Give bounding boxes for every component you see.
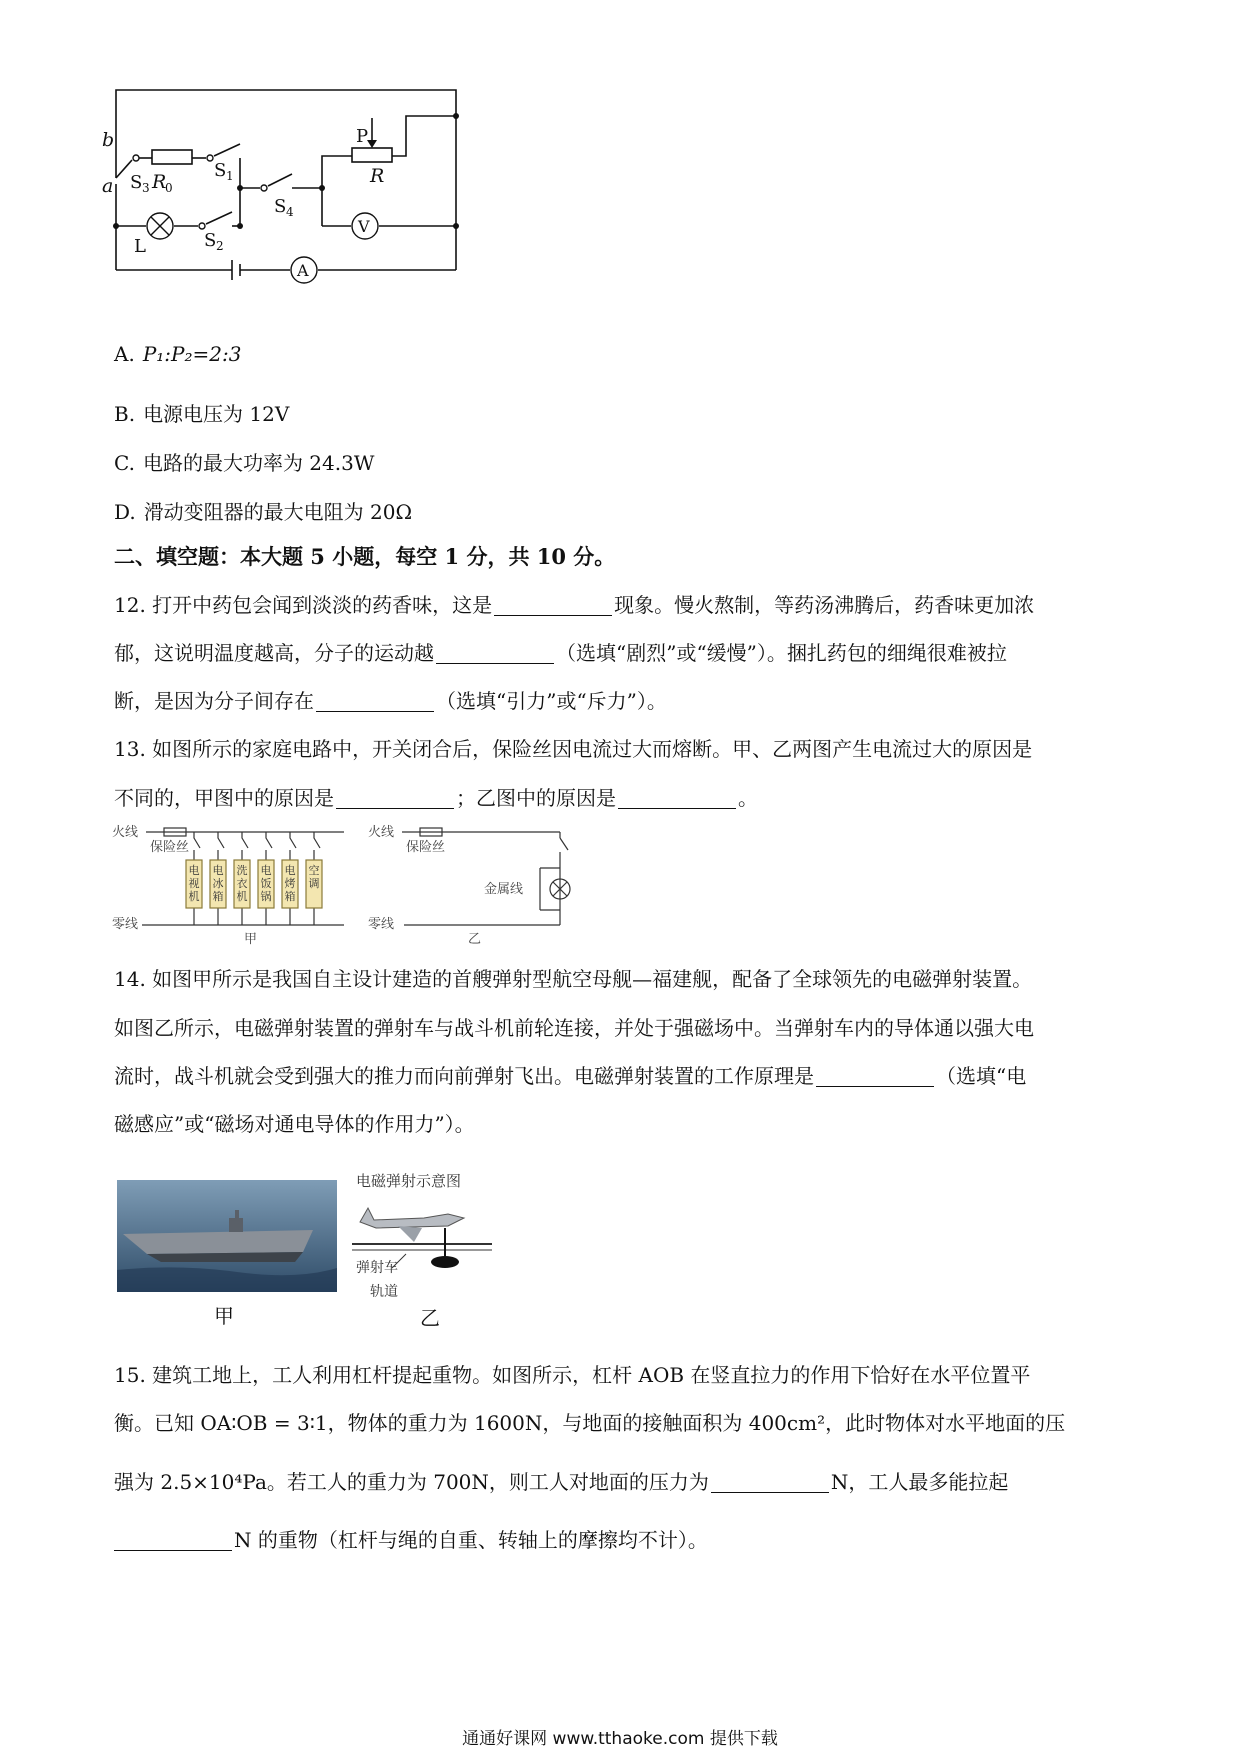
em-catapult-diagram bbox=[352, 1168, 512, 1302]
q13-line1: 13. 如图所示的家庭电路中，开关闭合后，保险丝因电流过大而熔断。甲、乙两图产生电流过大的原因是 bbox=[114, 737, 1033, 761]
circuit-diagram bbox=[100, 88, 480, 308]
q12-line1: 12. 打开中药包会闻到淡淡的药香味，这是 现象。慢火熬制，等药汤沸腾后，药香味更加浓 bbox=[114, 593, 1035, 617]
q12-line3: 断，是因为分子间存在 （选填“引力”或“斥力”）。 bbox=[114, 689, 667, 713]
answer-blank[interactable] bbox=[114, 1530, 232, 1551]
svg-text:0: 0 bbox=[165, 181, 173, 195]
live-wire-label: 火线 bbox=[112, 825, 139, 840]
metal-wire-label: 金属线 bbox=[484, 882, 524, 897]
figure-jia-label: 甲 bbox=[244, 932, 258, 947]
neutral-wire-label: 零线 bbox=[112, 917, 139, 932]
appliance-label: 电饭锅 bbox=[260, 864, 272, 903]
svg-text:3: 3 bbox=[142, 181, 150, 195]
live-wire-label: 火线 bbox=[368, 825, 395, 840]
appliance-switch bbox=[266, 832, 272, 848]
fuse-label: 保险丝 bbox=[406, 840, 446, 855]
s1-label: S bbox=[214, 160, 227, 181]
appliance-switch bbox=[242, 832, 248, 848]
q14-line4: 磁感应”或“磁场对通电导体的作用力”）。 bbox=[114, 1112, 475, 1136]
q15-line1: 15. 建筑工地上，工人利用杠杆提起重物。如图所示，杠杆 AOB 在竖直拉力的作用下恰好在水平位置平 bbox=[114, 1363, 1031, 1387]
answer-blank[interactable] bbox=[336, 788, 454, 809]
r0-label: R bbox=[152, 171, 167, 193]
appliance-switch bbox=[290, 832, 296, 848]
lamp-label: L bbox=[134, 236, 146, 257]
household-circuit-figure bbox=[112, 822, 572, 947]
appliance-switch bbox=[194, 832, 200, 848]
q12-line2: 郁，这说明温度越高，分子的运动越 （选填“剧烈”或“缓慢”）。捆扎药包的细绳很难被拉 bbox=[114, 641, 1007, 665]
appliance-label: 洗衣机 bbox=[236, 864, 248, 903]
catapult-car-label: 弹射车 bbox=[356, 1260, 398, 1276]
option-c: C. 电路的最大功率为 24.3W bbox=[114, 451, 375, 475]
section-title: 二、填空题：本大题 5 小题，每空 1 分，共 10 分。 bbox=[114, 544, 616, 569]
appliance-label: 电视机 bbox=[188, 864, 200, 903]
answer-blank[interactable] bbox=[316, 691, 434, 712]
option-a: A. P₁:P₂=2:3 bbox=[114, 342, 242, 366]
answer-blank[interactable] bbox=[436, 643, 554, 664]
s2-label: S bbox=[204, 230, 217, 251]
answer-blank[interactable] bbox=[494, 595, 612, 616]
q14-line2: 如图乙所示，电磁弹射装置的弹射车与战斗机前轮连接，并处于强磁场中。当弹射车内的导体通以强大电 bbox=[114, 1016, 1034, 1040]
q13-line2: 不同的，甲图中的原因是 ；乙图中的原因是 。 bbox=[114, 786, 758, 810]
q15-line3: 强为 2.5×10⁴Pa。若工人的重力为 700N，则工人对地面的压力为 N，工人最多能拉起 bbox=[114, 1470, 1009, 1494]
answer-blank[interactable] bbox=[816, 1066, 934, 1087]
track-label: 轨道 bbox=[370, 1284, 398, 1300]
answer-blank[interactable] bbox=[711, 1472, 829, 1493]
diagram-title: 电磁弹射示意图 bbox=[356, 1172, 462, 1190]
fuse-label: 保险丝 bbox=[150, 840, 190, 855]
q15-line2: 衡。已知 OA∶OB = 3∶1，物体的重力为 1600N，与地面的接触面积为 400cm²，此时物体对水平地面的压 bbox=[114, 1411, 1066, 1435]
q15-line4: N 的重物（杠杆与绳的自重、转轴上的摩擦均不计）。 bbox=[114, 1526, 708, 1554]
terminal-b-label: b bbox=[102, 129, 115, 151]
q14-line3: 流时，战斗机就会受到强大的推力而向前弹射飞出。电磁弹射装置的工作原理是 （选填“电 bbox=[114, 1064, 1027, 1088]
ammeter-label: A bbox=[297, 261, 309, 280]
terminal-a-label: a bbox=[102, 175, 114, 197]
neutral-wire-label: 零线 bbox=[368, 917, 395, 932]
svg-text:4: 4 bbox=[286, 205, 294, 219]
diagram-yi-label: 乙 bbox=[420, 1306, 440, 1330]
p-label: P bbox=[356, 126, 369, 147]
option-d: D. 滑动变阻器的最大电阻为 20Ω bbox=[114, 500, 413, 524]
s3-label: S bbox=[130, 172, 143, 193]
figure-yi-label: 乙 bbox=[468, 932, 482, 947]
q14-line1: 14. 如图甲所示是我国自主设计建造的首艘弹射型航空母舰—福建舰，配备了全球领先的电磁弹射装置。 bbox=[114, 967, 1033, 991]
s4-label: S bbox=[274, 196, 287, 217]
page-footer: 通通好课网 www.tthaoke.com 提供下载 bbox=[462, 1729, 778, 1749]
photo-jia-label: 甲 bbox=[214, 1304, 234, 1328]
option-b: B. 电源电压为 12V bbox=[114, 402, 290, 426]
appliance-label: 空调 bbox=[308, 864, 320, 890]
appliance-switch bbox=[218, 832, 224, 848]
appliance-label: 电烤箱 bbox=[284, 864, 296, 903]
answer-blank[interactable] bbox=[618, 788, 736, 809]
svg-text:1: 1 bbox=[226, 169, 234, 183]
appliance-label: 电冰箱 bbox=[212, 864, 224, 903]
svg-text:2: 2 bbox=[216, 239, 224, 253]
aircraft-carrier-photo bbox=[117, 1180, 337, 1292]
r-label: R bbox=[370, 165, 385, 187]
voltmeter-label: V bbox=[358, 217, 370, 236]
appliance-switch bbox=[314, 832, 320, 848]
